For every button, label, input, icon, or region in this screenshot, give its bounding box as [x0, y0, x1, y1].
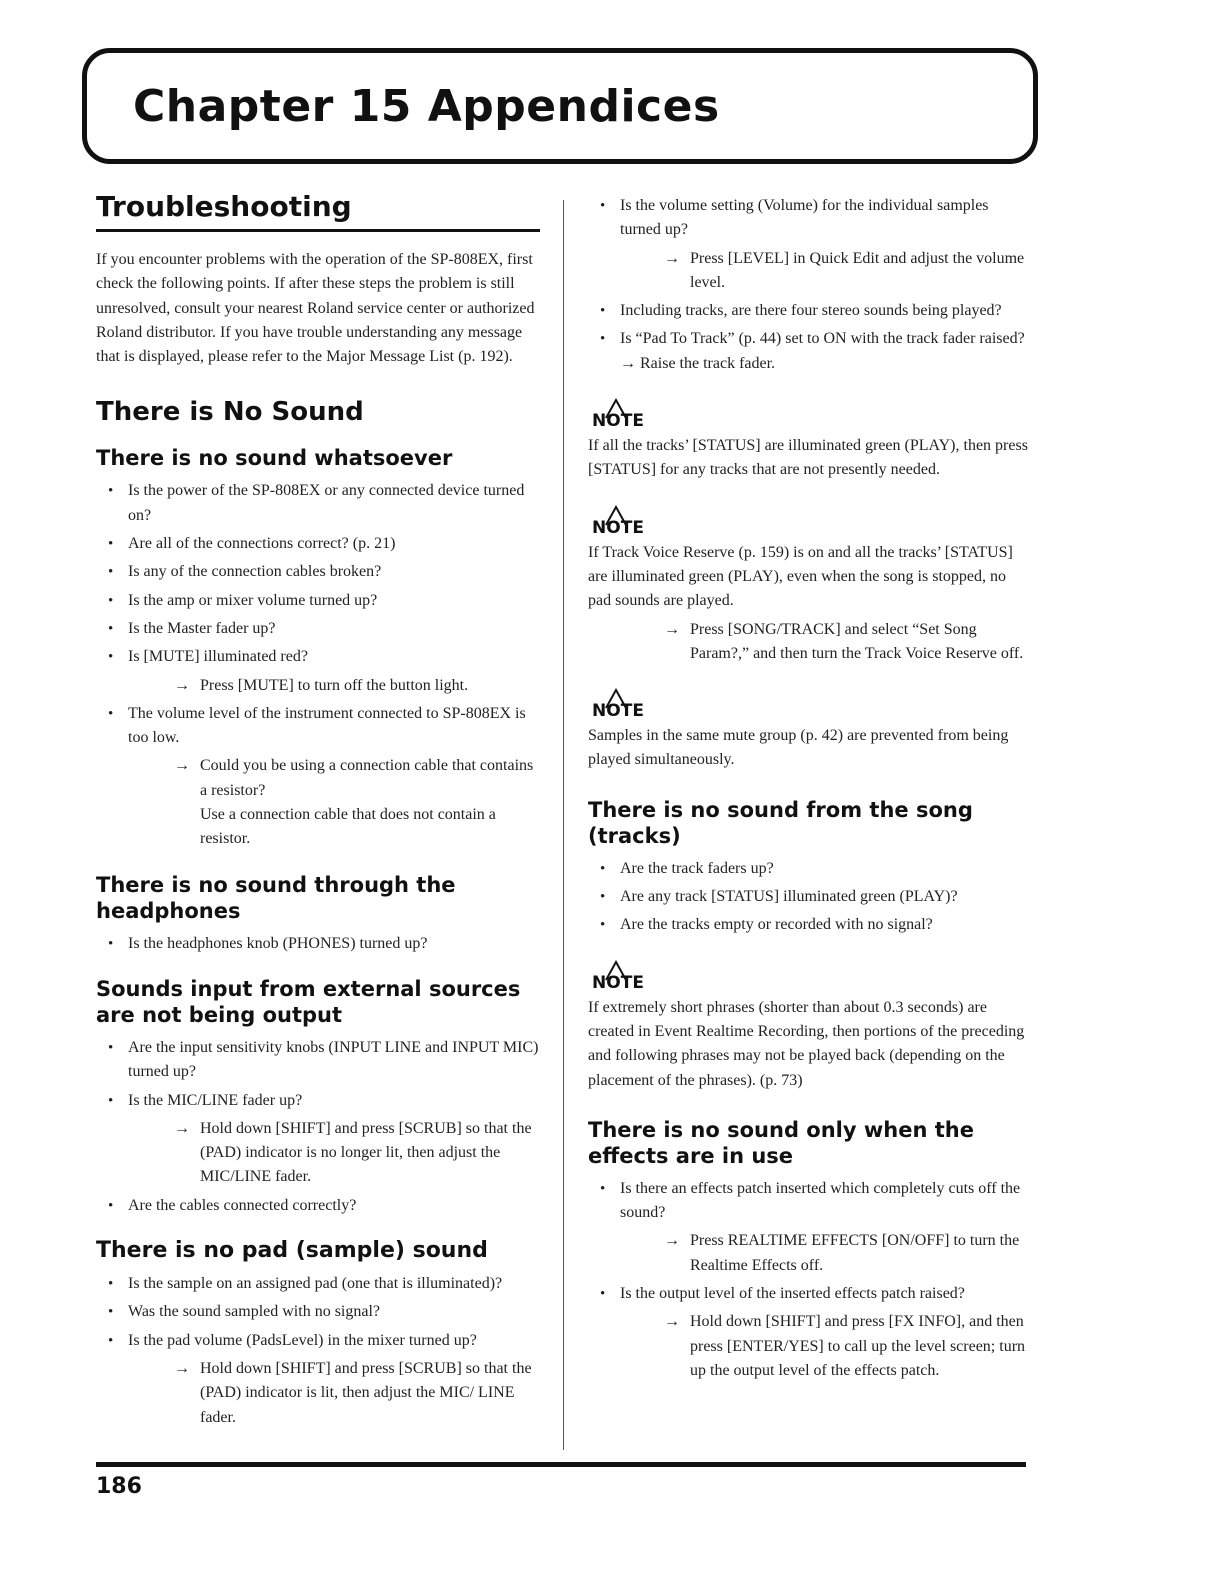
arrow-text: Press [MUTE] to turn off the button light. — [200, 676, 469, 694]
bullet-list — [96, 1272, 540, 1353]
note-label: NOTE — [592, 411, 644, 432]
arrow-icon: → — [174, 676, 190, 694]
arrow-icon: → — [664, 1313, 680, 1331]
note-label: NOTE — [592, 972, 644, 993]
list-item: • Is there an effects patch inserted which completely cuts off the sound? — [588, 1177, 1033, 1226]
list-item: • Is [MUTE] illuminated red? — [96, 645, 540, 669]
subheading-no-pad-sound: There is no pad (sample) sound — [96, 1238, 488, 1264]
bullet-list — [96, 479, 540, 669]
subheading-no-sound-song: There is no sound from the song (tracks) — [588, 797, 973, 848]
list-item: • Was the sound sampled with no signal? — [96, 1300, 540, 1324]
list-item: • Is “Pad To Track” (p. 44) set to ON with the track fader raised? → Raise the track fader. — [588, 327, 1033, 376]
arrow-text: Press [LEVEL] in Quick Edit and adjust the volume level. — [690, 249, 1025, 291]
arrow-instruction — [96, 1357, 540, 1430]
note-icon — [588, 958, 648, 994]
arrow-text: Press [SONG/TRACK] and select “Set Song Param?,” and then turn the Track Voice Reserve off. — [690, 620, 1024, 662]
note-text: If Track Voice Reserve (p. 159) is on and all the tracks’ [STATUS] are illuminated green (PLAY), even when the song is stopped, no pad sounds are played. — [588, 543, 1013, 610]
list-item: • Are the track faders up? — [588, 857, 1033, 881]
note-text: If extremely short phrases (shorter than about 0.3 seconds) are created in Event Realtime Recording, then portions of the preceding and following phrases may not be played back (depending on the placement of the phrases). (p. 73) — [588, 998, 1025, 1089]
arrow-continuation: Use a connection cable that does not contain a resistor. — [200, 806, 496, 848]
note-text: Samples in the same mute group (p. 42) are prevented from being played simultaneously. — [588, 727, 1009, 769]
bullet-list — [588, 194, 1033, 243]
bullet-list — [588, 299, 1033, 376]
subheading-no-sound-effects: There is no sound only when the effects are in use — [588, 1117, 974, 1168]
chapter-title: Chapter 15 Appendices — [133, 81, 720, 132]
arrow-instruction — [588, 1310, 1033, 1383]
footer-rule — [96, 1462, 1026, 1467]
list-item: • Are any track [STATUS] illuminated green (PLAY)? — [588, 885, 1033, 909]
list-item: • Are all of the connections correct? (p. 21) — [96, 532, 540, 556]
arrow-text: Hold down [SHIFT] and press [FX INFO], and then press [ENTER/YES] to call up the level screen; turn up the output level of the effects patch. — [690, 1313, 1026, 1379]
note-label: NOTE — [592, 701, 644, 722]
left-column — [96, 190, 540, 1434]
list-item: • Is the headphones knob (PHONES) turned up? — [96, 932, 540, 956]
arrow-icon: → — [174, 1359, 190, 1377]
arrow-icon: → — [174, 1119, 190, 1137]
list-item: • Is the Master fader up? — [96, 617, 540, 641]
section-title-no-sound: There is No Sound — [96, 397, 364, 428]
arrow-instruction — [96, 1117, 540, 1190]
note-icon — [588, 503, 648, 539]
section-title-troubleshooting: Troubleshooting — [96, 190, 540, 232]
list-item: • Are the input sensitivity knobs (INPUT LINE and INPUT MIC) turned up? — [96, 1036, 540, 1085]
note-icon — [588, 396, 648, 432]
arrow-text: Press REALTIME EFFECTS [ON/OFF] to turn the Realtime Effects off. — [690, 1232, 1020, 1274]
note-text: If all the tracks’ [STATUS] are illuminated green (PLAY), then press [STATUS] for any tracks that are not presently needed. — [588, 437, 1028, 479]
bullet-list — [588, 1282, 1033, 1306]
arrow-instruction — [96, 674, 540, 698]
bullet-list — [96, 932, 540, 956]
subheading-no-sound-headphones: There is no sound through the headphones — [96, 872, 456, 923]
arrow-instruction — [588, 1229, 1033, 1278]
list-item: • Is the volume setting (Volume) for the individual samples turned up? — [588, 194, 1033, 243]
list-item: • Is the power of the SP-808EX or any connected device turned on? — [96, 479, 540, 528]
list-item: • Is the MIC/LINE fader up? — [96, 1089, 540, 1113]
arrow-icon: → — [664, 249, 680, 267]
arrow-icon: → — [664, 1232, 680, 1250]
bullet-list — [96, 702, 540, 751]
note-label: NOTE — [592, 517, 644, 538]
page-number: 186 — [96, 1474, 142, 1499]
chapter-header-box — [82, 48, 1038, 164]
subheading-external-sources: Sounds input from external sources are not being output — [96, 976, 521, 1027]
arrow-text: Could you be using a connection cable that contains a resistor? — [200, 757, 534, 799]
list-item: • Is the output level of the inserted effects patch raised? — [588, 1282, 1033, 1306]
intro-paragraph: If you encounter problems with the operation of the SP-808EX, first check the following points. If after these steps the problem is still unresolved, consult your nearest Roland service center or authorized Roland distributor. If you have trouble understanding any message that is displayed, please refer to the Major Message List (p. 192). — [96, 251, 535, 366]
list-item: • Is the amp or mixer volume turned up? — [96, 589, 540, 613]
list-item: • Are the tracks empty or recorded with no signal? — [588, 913, 1033, 937]
arrow-icon: → — [664, 620, 680, 638]
bullet-list — [96, 1194, 540, 1218]
arrow-instruction — [588, 618, 1033, 667]
subheading-no-sound-whatsoever: There is no sound whatsoever — [96, 446, 453, 471]
list-item: • Including tracks, are there four stereo sounds being played? — [588, 299, 1033, 323]
arrow-instruction — [588, 247, 1033, 296]
right-column — [588, 194, 1033, 1387]
list-item: • The volume level of the instrument connected to SP-808EX is too low. — [96, 702, 540, 751]
list-item: • Is any of the connection cables broken? — [96, 560, 540, 584]
list-item: • Is the pad volume (PadsLevel) in the mixer turned up? — [96, 1329, 540, 1353]
bullet-list — [96, 1036, 540, 1113]
arrow-text: Hold down [SHIFT] and press [SCRUB] so that the (PAD) indicator is lit, then adjust the MIC/ LINE fader. — [200, 1359, 532, 1426]
arrow-icon: → — [174, 757, 190, 775]
list-item: • Are the cables connected correctly? — [96, 1194, 540, 1218]
column-divider — [563, 200, 564, 1450]
note-icon — [588, 686, 648, 722]
bullet-list — [588, 1177, 1033, 1226]
arrow-text: Hold down [SHIFT] and press [SCRUB] so that the (PAD) indicator is no longer lit, then adjust the MIC/LINE fader. — [200, 1119, 532, 1186]
list-item: • Is the sample on an assigned pad (one that is illuminated)? — [96, 1272, 540, 1296]
bullet-list — [588, 857, 1033, 938]
arrow-instruction — [96, 754, 540, 803]
